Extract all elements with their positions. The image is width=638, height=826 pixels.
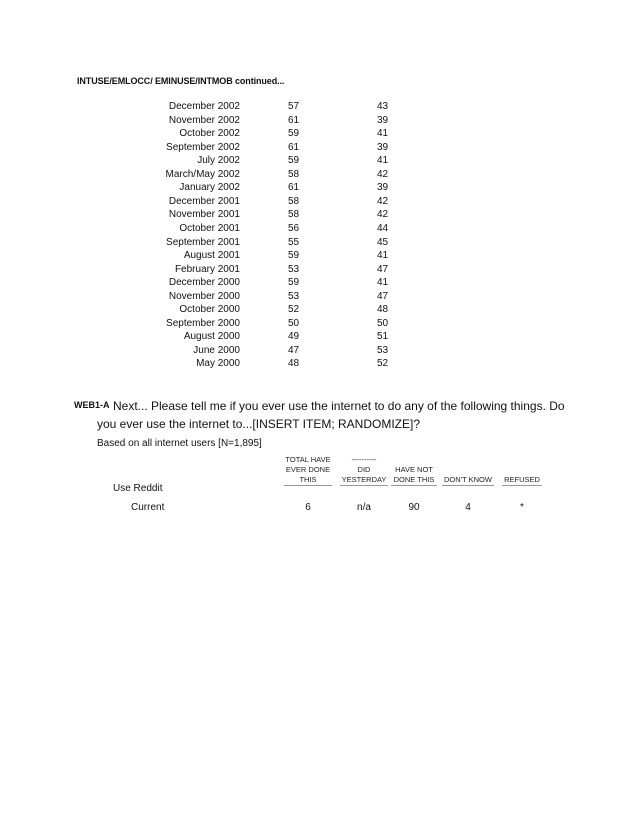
trend-date: December 2002 [168, 101, 240, 112]
trend-date: November 2000 [168, 290, 240, 302]
trend-value-2: 44 [377, 222, 389, 234]
trend-date: December 2000 [168, 277, 240, 289]
col-total-header [284, 455, 332, 486]
trend-date: October 2002 [179, 128, 240, 140]
trend-value-1: 52 [288, 304, 300, 316]
trend-value-2: 50 [377, 317, 389, 329]
trend-date: October 2001 [179, 222, 240, 234]
trend-value-1: 55 [288, 236, 300, 248]
question-text-line1: Next... Please tell me if you ever use the internet to do any of the following things. Do [113, 399, 565, 413]
trend-row [0, 290, 638, 303]
trend-value-1: 58 [288, 195, 300, 207]
trend-row [0, 168, 638, 181]
trend-row [0, 330, 638, 343]
col-did-l3: YESTERDAY [341, 475, 387, 484]
trend-value-1: 58 [288, 168, 300, 180]
trend-row [0, 141, 638, 154]
trend-date: March/May 2002 [165, 168, 240, 180]
trend-value-2: 51 [377, 331, 389, 343]
trend-row [0, 236, 638, 249]
trend-value-1: 59 [288, 155, 300, 167]
trend-value-2: 39 [377, 141, 389, 153]
trend-date: September 2002 [166, 141, 240, 153]
trend-value-1: 59 [288, 277, 300, 289]
col-refused-header [502, 475, 542, 486]
trend-value-1: 48 [288, 358, 300, 370]
cell-havenot: 90 [408, 502, 420, 513]
cell-total: 6 [305, 502, 311, 513]
trend-value-2: 41 [377, 277, 389, 289]
trend-date: August 2001 [183, 250, 240, 262]
trend-value-1: 61 [288, 114, 300, 126]
trend-value-1: 57 [288, 101, 300, 112]
trend-value-2: 39 [377, 114, 389, 126]
trend-row [0, 154, 638, 167]
trend-date: December 2001 [168, 195, 240, 207]
trend-row [0, 344, 638, 357]
trend-date: June 2000 [193, 344, 240, 356]
trend-value-2: 41 [377, 250, 389, 262]
base-note: Based on all internet users [N=1,895] [97, 438, 262, 449]
trend-value-1: 47 [288, 344, 300, 356]
trend-value-2: 41 [377, 155, 389, 167]
item-label: Use Reddit [113, 483, 163, 494]
row-label: Current [131, 502, 165, 513]
trend-value-2: 42 [377, 209, 389, 221]
trend-date: November 2001 [168, 209, 240, 221]
trend-date: May 2000 [196, 358, 240, 370]
trend-value-2: 47 [377, 263, 389, 275]
trend-date: September 2000 [166, 317, 240, 329]
trend-value-2: 42 [377, 168, 389, 180]
trend-row [0, 208, 638, 221]
trend-row [0, 222, 638, 235]
trend-value-1: 49 [288, 331, 300, 343]
trend-value-2: 48 [377, 304, 389, 316]
trend-row [0, 249, 638, 262]
col-havenot-l2: DONE THIS [393, 475, 435, 484]
col-total-l3: THIS [299, 475, 317, 484]
col-did-l1: ---------- [351, 455, 377, 464]
col-did-l2: DID [357, 465, 371, 474]
trend-date: September 2001 [166, 236, 240, 248]
trend-value-1: 58 [288, 209, 300, 221]
trend-date: January 2002 [179, 182, 240, 194]
cell-refused: * [520, 502, 524, 513]
cell-did: n/a [357, 502, 371, 513]
col-dontknow-l1: DON'T KNOW [444, 475, 492, 484]
trend-date: July 2002 [197, 155, 240, 167]
trend-row [0, 114, 638, 127]
trend-value-2: 52 [377, 358, 389, 370]
trend-row [0, 127, 638, 140]
trend-value-1: 59 [288, 128, 300, 140]
trend-value-1: 53 [288, 263, 300, 275]
trend-value-2: 41 [377, 128, 389, 140]
col-total-l2: EVER DONE [285, 465, 331, 474]
question-id: WEB1-A [74, 400, 110, 410]
trend-row [0, 195, 638, 208]
col-havenot-l1: HAVE NOT [395, 465, 433, 474]
trend-row [0, 181, 638, 194]
col-havenot-header [391, 465, 437, 486]
trend-value-1: 61 [288, 141, 300, 153]
continued-header: INTUSE/EMLOCC/ EMINUSE/INTMOB continued... [77, 76, 285, 86]
trend-row [0, 357, 638, 370]
trend-date: November 2002 [168, 114, 240, 126]
trend-value-1: 61 [288, 182, 300, 194]
trend-value-2: 45 [377, 236, 389, 248]
trend-row [0, 317, 638, 330]
question-text-line2: you ever use the internet to...[INSERT ITEM; RANDOMIZE]? [97, 417, 421, 431]
trend-row [0, 276, 638, 289]
trend-value-1: 53 [288, 290, 300, 302]
trend-value-2: 43 [377, 101, 389, 112]
col-dontknow-header [442, 475, 494, 486]
cell-dontknow: 4 [465, 502, 471, 513]
trend-date: February 2001 [174, 263, 240, 275]
trend-value-1: 50 [288, 317, 300, 329]
trend-value-2: 39 [377, 182, 389, 194]
trend-row [0, 100, 638, 113]
trend-date: October 2000 [179, 304, 240, 316]
trend-row [0, 263, 638, 276]
trend-value-2: 47 [377, 290, 389, 302]
trend-value-1: 56 [288, 222, 300, 234]
trend-value-1: 59 [288, 250, 300, 262]
trend-value-2: 53 [377, 344, 389, 356]
trend-row [0, 303, 638, 316]
col-total-l1: TOTAL HAVE [285, 455, 331, 464]
col-refused-l1: REFUSED [504, 475, 540, 484]
col-did-header [340, 455, 388, 486]
trend-date: August 2000 [183, 331, 240, 343]
trend-value-2: 42 [377, 195, 389, 207]
